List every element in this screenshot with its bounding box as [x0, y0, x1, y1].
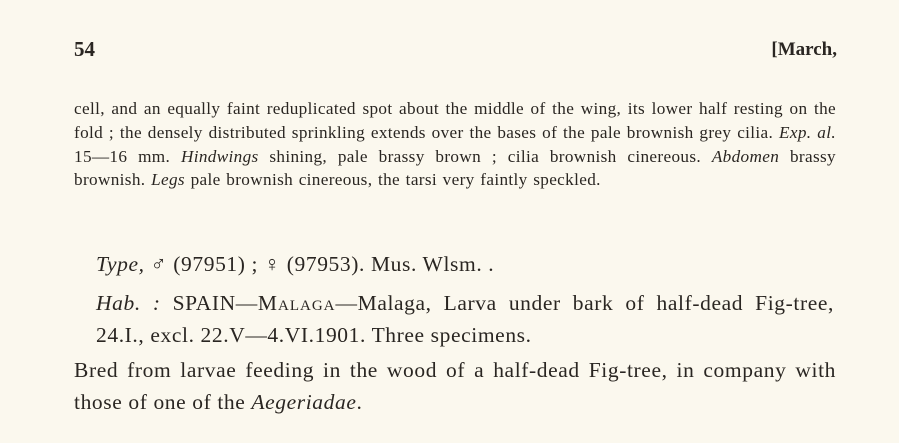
- habitat-label: Hab. :: [96, 291, 161, 315]
- hindwings-label: Hindwings: [180, 146, 259, 166]
- type-line: [96, 252, 856, 277]
- habitat-province: Malaga: [257, 291, 336, 315]
- description-text: cell, and an equally faint reduplicated spot about the middle of the wing, its lower half resting on the fold ; the densely distributed sprinkling extends over the bases of the pale brownish grey cilia.: [74, 99, 836, 142]
- page-number: 54: [74, 37, 95, 61]
- bred-end: .: [356, 390, 363, 414]
- legs-label: Legs: [151, 170, 185, 190]
- running-head: [March,: [771, 39, 837, 60]
- family-name: Aegeriadae: [251, 390, 357, 414]
- bred-text: Bred from larvae feeding in the wood of a half-dead Fig-tree, in company with those of one of the: [74, 358, 836, 414]
- abdomen-label: Abdomen: [711, 146, 780, 166]
- type-label: Type,: [96, 252, 145, 276]
- expanse-label: Exp. al.: [779, 122, 836, 142]
- abdomen-text: brassy brownish.: [74, 146, 836, 190]
- bred-paragraph: [74, 354, 836, 418]
- hindwings-text: shining, pale brassy brown ; cilia brownish cinereous.: [258, 146, 712, 166]
- habitat-paragraph: [96, 287, 834, 351]
- type-text: ♂ (97951) ; ♀ (97953). Mus. Wlsm. .: [144, 252, 495, 276]
- description-paragraph: [74, 97, 836, 192]
- habitat-country: SPAIN—: [160, 291, 258, 315]
- legs-text: pale brownish cinereous, the tarsi very faintly speckled.: [184, 170, 601, 190]
- expanse-value: 15—16 mm.: [74, 146, 181, 166]
- habitat-text: —Malaga, Larva under bark of half-dead Fig-tree, 24.I., excl. 22.V—4.VI.1901. Three specimens.: [96, 291, 834, 347]
